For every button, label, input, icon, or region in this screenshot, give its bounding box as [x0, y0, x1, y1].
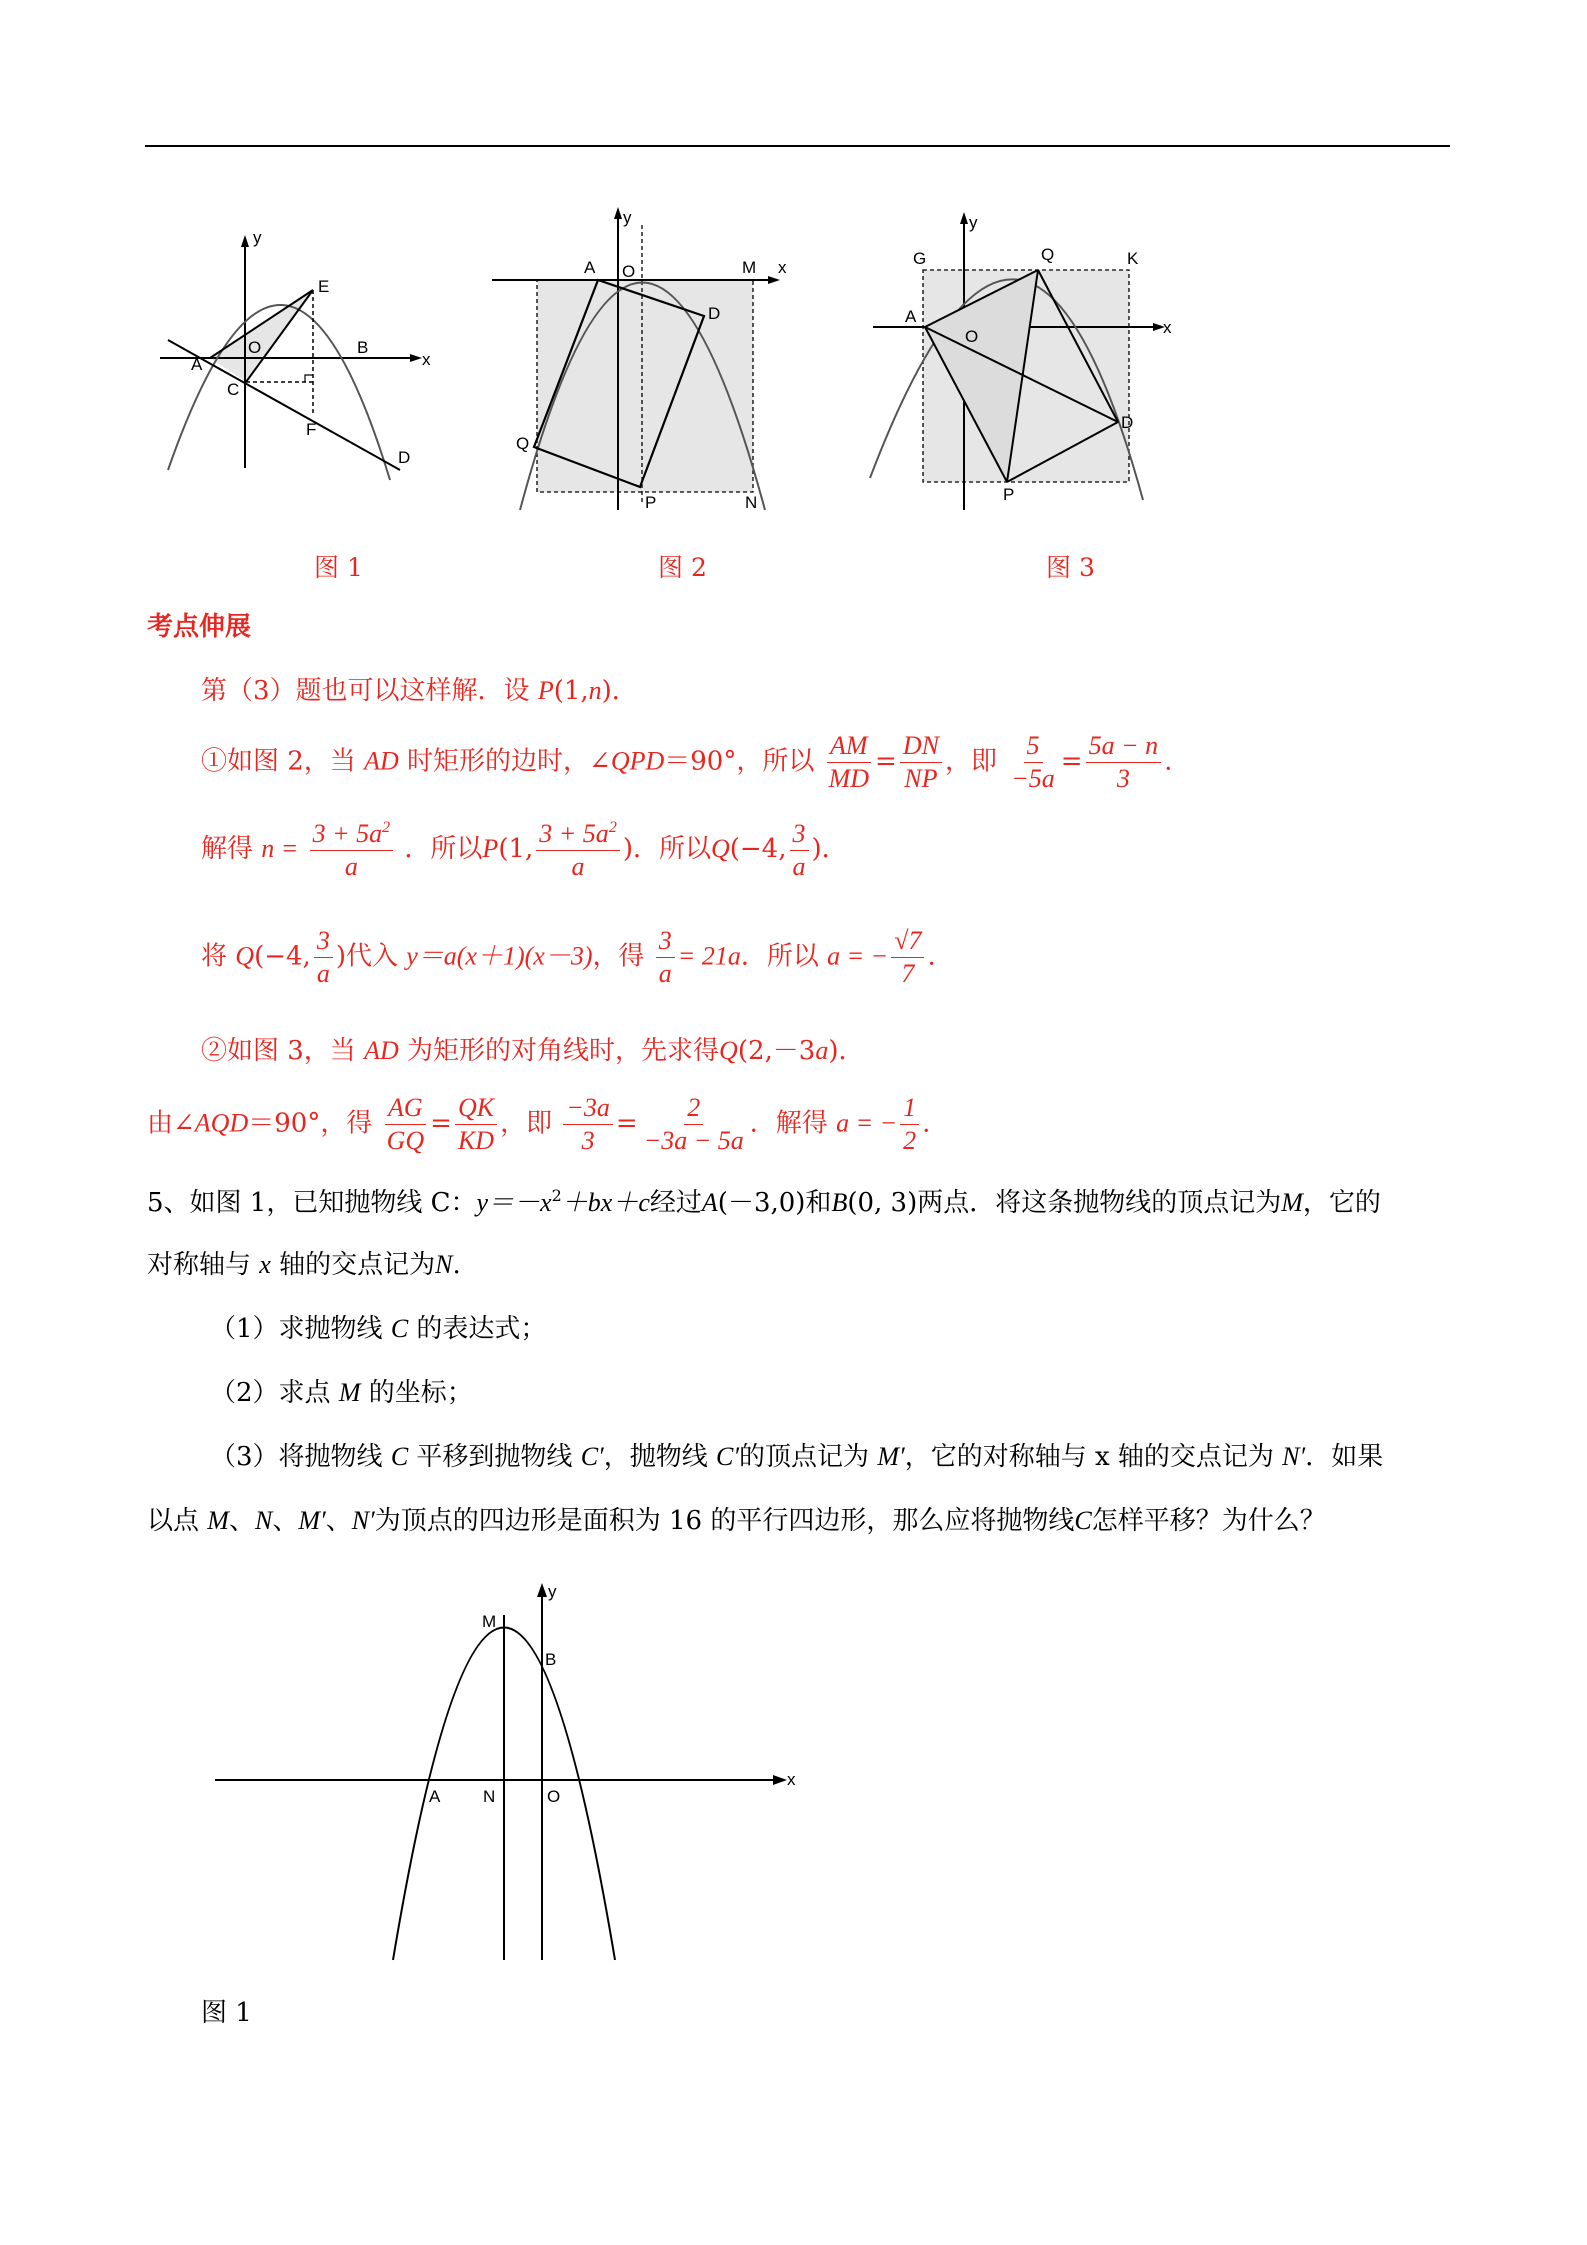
fig2-label-q: Q — [516, 434, 530, 453]
problem5-figure — [215, 1575, 815, 1965]
fig1-label-d: D — [398, 448, 411, 467]
fig3-label-q: Q — [1041, 245, 1055, 264]
fig2-label-y: y — [623, 208, 632, 227]
problem5-line-2: 对称轴与 x 轴的交点记为N. — [147, 1250, 461, 1280]
fig3-label-p: P — [1003, 485, 1015, 504]
fig2-label-o: O — [622, 262, 636, 281]
extension-line-2: ①如图 2，当 AD 时矩形的边时，∠QPD＝90°，所以 $\frac{AM}{MD}$ = $\frac{DN}{NP}$ ，即 $\frac{5}{-5a}$ = $\frac{5a - n}{3}$ . — [201, 731, 1173, 793]
p5fig-label-x: x — [787, 1770, 796, 1789]
fig3-label-o: O — [965, 327, 979, 346]
fig1-label-a: A — [191, 355, 203, 374]
figure-3-caption: 图 3 — [1046, 553, 1095, 582]
fraction-3-a: $\frac{3}{a}$ — [790, 821, 809, 880]
fig2-label-a: A — [584, 258, 596, 277]
extension-line-3: 解得 n = $\frac{3 + 5a^2}{a}$ ．所以P(1, $\frac{3 + 5a^2}{a}$ )．所以Q(−4, $\frac{3}{a}$ )． — [201, 818, 848, 881]
fig2-label-m: M — [742, 258, 757, 277]
fig3-label-g: G — [913, 249, 927, 268]
figure-2 — [490, 205, 800, 515]
fig3-label-k: K — [1127, 249, 1139, 268]
fig1-label-y: y — [253, 228, 262, 247]
extension-line-1: 第（3）题也可以这样解．设 P(1,n)． — [201, 676, 638, 706]
figure-2-caption: 图 2 — [658, 553, 707, 582]
problem5-figure-svg — [215, 1575, 815, 1965]
fig2-label-p: P — [645, 493, 657, 512]
fraction-dn-np: $\frac{DN}{NP}$ — [900, 733, 942, 792]
problem5-line-1: 5、如图 1，已知抛物线 C：$y=-x^2+bx+c$经过A(－3,0)和B(0, 3)两点．将这条抛物线的顶点记为M，它的 — [147, 1186, 1381, 1218]
fig1-label-b: B — [357, 338, 369, 357]
extension-heading: 考点伸展 — [147, 612, 252, 642]
fig3-label-a: A — [905, 307, 917, 326]
fraction-5a-n-3: $\frac{5a - n}{3}$ — [1086, 733, 1162, 792]
p5fig-label-m: M — [482, 1612, 497, 1631]
fraction-ag-gq: $\frac{AG}{GQ}$ — [386, 1093, 425, 1155]
fraction-p-y: $\frac{3 + 5a^2}{a}$ — [536, 820, 620, 880]
figure-1-caption: 图 1 — [314, 553, 363, 582]
extension-line-5: ②如图 3，当 AD 为矩形的对角线时，先求得Q(2,－3a)． — [201, 1036, 865, 1066]
figure-2-svg — [490, 205, 800, 515]
fig1-label-f: F — [306, 420, 317, 439]
fraction-am-md: $\frac{AM}{MD}$ — [828, 731, 870, 793]
problem5-question-3: （3）将抛物线 C 平移到抛物线 C′，抛物线 C′的顶点记为 M′，它的对称轴与 x 轴的交点记为 N′．如果 — [210, 1442, 1384, 1472]
fig3-label-y: y — [969, 213, 978, 232]
p5fig-label-a: A — [429, 1787, 441, 1806]
extension-line-6: 由∠AQD＝90°，得 $\frac{AG}{GQ}$ = $\frac{QK}{KD}$ ，即 $\frac{-3a}{3}$ = $\frac{2}{-3a - 5a}$ ．解得 a = − $\frac{1}{2}$ . — [147, 1093, 931, 1155]
fig2-label-x: x — [778, 258, 787, 277]
fraction-1-2: $\frac{1}{2}$ — [900, 1095, 919, 1154]
extension-line-4: 将 Q(−4, $\frac{3}{a}$ )代入 y＝a(x＋1)(x－3)，得 $\frac{3}{a}$ = 21a．所以 a = − $\frac{√7}{7}$ . — [201, 926, 936, 988]
fraction-qk-kd: $\frac{QK}{KD}$ — [455, 1095, 497, 1154]
fraction-3-a-2: $\frac{3}{a}$ — [314, 928, 333, 987]
fig3-label-x: x — [1163, 318, 1172, 337]
fig1-label-x: x — [422, 350, 431, 369]
problem5-figure-caption: 图 1 — [201, 1998, 252, 2028]
p5fig-label-y: y — [548, 1582, 557, 1601]
fig1-label-o: O — [248, 338, 262, 357]
fraction-5-neg5a: $\frac{5}{-5a}$ — [1011, 731, 1055, 793]
problem5-question-3-cont: 以点 M、N、M′、N′为顶点的四边形是面积为 16 的平行四边形，那么应将抛物线C怎样平移？为什么？ — [147, 1506, 1326, 1536]
fig1-label-c: C — [227, 380, 240, 399]
fraction-neg3a-3: $\frac{-3a}{3}$ — [563, 1095, 613, 1154]
fig1-label-e: E — [318, 277, 330, 296]
p5fig-label-n: N — [483, 1787, 496, 1806]
p5fig-label-b: B — [545, 1650, 557, 1669]
fraction-sqrt7-7: $\frac{√7}{7}$ — [891, 928, 924, 987]
fraction-3-a-3: $\frac{3}{a}$ — [656, 928, 675, 987]
figure-1 — [160, 225, 440, 485]
fraction-n-solution: $\frac{3 + 5a^2}{a}$ — [310, 820, 394, 880]
p5fig-label-o: O — [547, 1787, 561, 1806]
figure-1-svg — [160, 225, 440, 485]
figure-3-svg — [865, 210, 1175, 510]
fig2-label-d: D — [708, 304, 721, 323]
problem5-question-2: （2）求点 M 的坐标； — [210, 1378, 473, 1408]
header-rule — [145, 145, 1450, 147]
problem5-question-1: （1）求抛物线 C 的表达式； — [210, 1314, 547, 1344]
fig2-label-n: N — [745, 493, 758, 512]
figure-3 — [865, 210, 1175, 510]
fig3-label-d: D — [1121, 413, 1134, 432]
fraction-2-neg8a: $\frac{2}{-3a - 5a}$ — [643, 1093, 744, 1155]
